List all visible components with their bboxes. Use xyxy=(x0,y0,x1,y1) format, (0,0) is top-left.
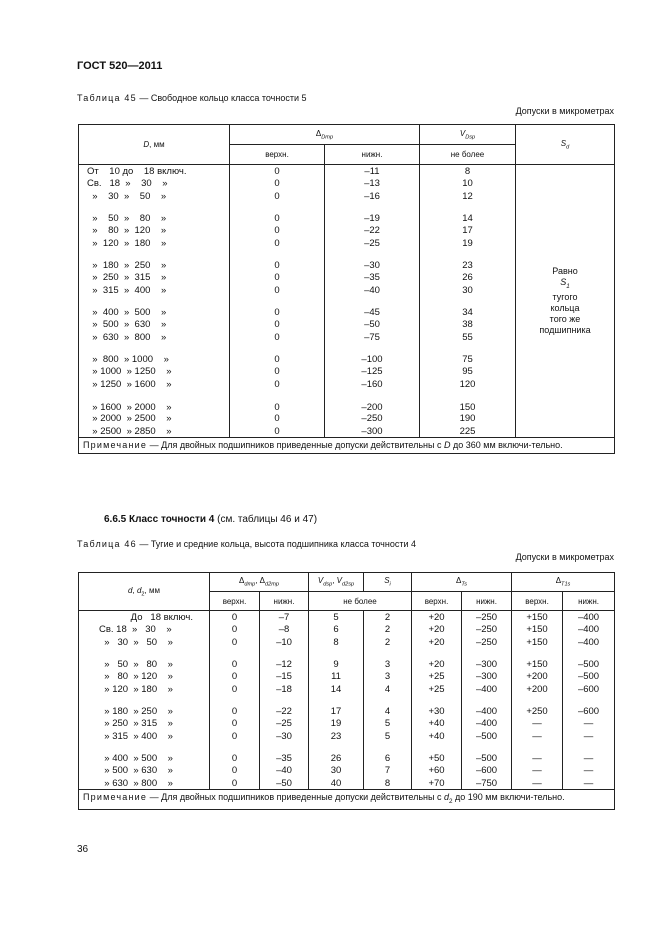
t46-cell-dts-lower: –400 xyxy=(462,717,512,730)
t45-cell-vdsp: 26 xyxy=(420,271,516,284)
t46-cell-dt1s-lower: –500 xyxy=(563,649,615,671)
t46-cell-dts-upper: +20 xyxy=(412,611,462,624)
t46-row xyxy=(79,611,615,624)
t46-cell-dt1s-lower: –600 xyxy=(563,683,615,696)
document-header: ГОСТ 520—2011 xyxy=(77,60,163,72)
t46-cell-vdsp: 14 xyxy=(309,683,364,696)
t45-cell-vdsp: 23 xyxy=(420,250,516,272)
t46-cell-dt1s-upper: +150 xyxy=(512,649,563,671)
t45-cell-upper: 0 xyxy=(230,331,325,344)
t45-cell-lower: –300 xyxy=(325,425,420,438)
t46-cell-dt1s-lower: –600 xyxy=(563,696,615,718)
t45-cell-vdsp: 30 xyxy=(420,284,516,297)
t46-cell-dt1s-upper: — xyxy=(512,743,563,765)
t45-cell-vdsp: 17 xyxy=(420,224,516,237)
t46-head-lower-2: нижн. xyxy=(462,592,512,611)
table46-units: Допуски в микрометрах xyxy=(515,552,614,562)
t46-cell-dts-upper: +50 xyxy=(412,743,462,765)
t46-row xyxy=(79,696,615,718)
t46-cell-upper: 0 xyxy=(210,743,260,765)
t46-head-vdsp: $V_{dsp}$, $V_{d2sp}$ xyxy=(309,573,364,592)
t45-cell-vdsp: 120 xyxy=(420,378,516,391)
t46-head-dt1s: $\Delta_{T1s}$ xyxy=(512,573,615,592)
t46-cell-vdsp: 23 xyxy=(309,730,364,743)
t46-cell-upper: 0 xyxy=(210,636,260,649)
t45-cell-lower: –19 xyxy=(325,203,420,225)
table45-caption-text: — Свободное кольцо класса точности 5 xyxy=(136,93,307,103)
t46-cell-vdsp: 8 xyxy=(309,636,364,649)
t46-cell-dts-upper: +60 xyxy=(412,764,462,777)
t45-head-sd: $S_d$ xyxy=(516,125,615,165)
t46-cell-si: 2 xyxy=(364,611,412,624)
t46-cell-dts-upper: +30 xyxy=(412,696,462,718)
t46-cell-d: » 30 » 50 » xyxy=(79,636,210,649)
t46-cell-si: 5 xyxy=(364,730,412,743)
t46-cell-lower: –35 xyxy=(260,743,309,765)
t46-head-d: d, $d_2$, мм xyxy=(79,573,210,611)
t45-cell-lower: –30 xyxy=(325,250,420,272)
t46-cell-upper: 0 xyxy=(210,777,260,790)
t45-cell-vdsp: 34 xyxy=(420,297,516,319)
t46-cell-dt1s-upper: +250 xyxy=(512,696,563,718)
t46-cell-si: 5 xyxy=(364,717,412,730)
t46-cell-lower: –7 xyxy=(260,611,309,624)
t45-cell-vdsp: 38 xyxy=(420,318,516,331)
table46-caption-text: — Тугие и средние кольца, высота подшипника класса точности 4 xyxy=(136,539,416,549)
t45-note-label: Примечание xyxy=(83,440,148,451)
t46-cell-dt1s-lower: –400 xyxy=(563,636,615,649)
table45-units: Допуски в микрометрах xyxy=(515,106,614,116)
t45-cell-d: » 800 » 1000 » xyxy=(79,344,230,366)
t46-row xyxy=(79,730,615,743)
t45-cell-d: » 400 » 500 » xyxy=(79,297,230,319)
table45 xyxy=(78,124,615,454)
t46-cell-dt1s-lower: — xyxy=(563,730,615,743)
t45-cell-lower: –75 xyxy=(325,331,420,344)
t46-cell-upper: 0 xyxy=(210,730,260,743)
t45-cell-upper: 0 xyxy=(230,344,325,366)
t46-cell-si: 6 xyxy=(364,743,412,765)
t45-cell-vdsp: 55 xyxy=(420,331,516,344)
t45-cell-lower: –13 xyxy=(325,177,420,190)
t45-cell-upper: 0 xyxy=(230,190,325,203)
t45-cell-d: » 250 » 315 » xyxy=(79,271,230,284)
t46-cell-si: 8 xyxy=(364,777,412,790)
t46-cell-si: 2 xyxy=(364,623,412,636)
t45-cell-lower: –200 xyxy=(325,391,420,413)
t45-cell-upper: 0 xyxy=(230,297,325,319)
t46-head-si: $S_i$ xyxy=(364,573,412,592)
t45-cell-d: » 2500 » 2850 » xyxy=(79,425,230,438)
t46-note-label: Примечание xyxy=(83,792,148,803)
t46-cell-dts-lower: –300 xyxy=(462,670,512,683)
t46-head-no-more: не более xyxy=(309,592,412,611)
t45-head-delta: $\Delta_{Dmp}$ xyxy=(230,125,420,145)
t46-cell-dts-upper: +20 xyxy=(412,636,462,649)
t46-cell-lower: –22 xyxy=(260,696,309,718)
t46-cell-upper: 0 xyxy=(210,623,260,636)
t45-cell-vdsp: 14 xyxy=(420,203,516,225)
t45-merged-line: подшипника xyxy=(539,325,591,336)
t45-cell-lower: –160 xyxy=(325,378,420,391)
table46-caption xyxy=(77,539,416,549)
t45-cell-vdsp: 95 xyxy=(420,365,516,378)
t46-cell-si: 3 xyxy=(364,649,412,671)
t45-cell-d: » 1250 » 1600 » xyxy=(79,378,230,391)
t46-cell-lower: –12 xyxy=(260,649,309,671)
t46-cell-dt1s-upper: — xyxy=(512,717,563,730)
t46-row xyxy=(79,764,615,777)
t45-cell-d: » 630 » 800 » xyxy=(79,331,230,344)
t46-head-upper-3: верхн. xyxy=(512,592,563,611)
t45-cell-lower: –22 xyxy=(325,224,420,237)
t45-cell-upper: 0 xyxy=(230,318,325,331)
t45-cell-lower: –35 xyxy=(325,271,420,284)
t45-cell-vdsp: 75 xyxy=(420,344,516,366)
t45-cell-upper: 0 xyxy=(230,224,325,237)
t46-cell-dts-lower: –250 xyxy=(462,623,512,636)
t46-cell-si: 4 xyxy=(364,696,412,718)
t46-cell-dts-lower: –500 xyxy=(462,743,512,765)
t46-cell-upper: 0 xyxy=(210,717,260,730)
table46 xyxy=(78,572,615,810)
t45-merged-line: $S_1$ xyxy=(560,277,570,291)
t45-cell-d: » 2000 » 2500 » xyxy=(79,413,230,426)
t46-head-lower-3: нижн. xyxy=(563,592,615,611)
t46-cell-dt1s-upper: — xyxy=(512,764,563,777)
section-heading xyxy=(104,514,317,525)
t46-cell-dt1s-upper: — xyxy=(512,777,563,790)
t46-head-delta: $\Delta_{dmp}$, $\Delta_{d2mp}$ xyxy=(210,573,309,592)
t45-cell-d: От 10 до 18 включ. xyxy=(79,165,230,178)
t45-cell-upper: 0 xyxy=(230,165,325,178)
t45-cell-lower: –50 xyxy=(325,318,420,331)
t45-cell-lower: –16 xyxy=(325,190,420,203)
t45-cell-vdsp: 19 xyxy=(420,237,516,250)
t45-cell-vdsp: 8 xyxy=(420,165,516,178)
t46-cell-vdsp: 11 xyxy=(309,670,364,683)
t45-note-text: — Для двойных подшипников приведенные допуски действительны с D до 360 мм включи-тельно. xyxy=(147,440,563,451)
t45-merged-line: тугого xyxy=(552,292,578,303)
t46-cell-d: » 400 » 500 » xyxy=(79,743,210,765)
t46-head-dts: $\Delta_{Ts}$ xyxy=(412,573,512,592)
t45-cell-upper: 0 xyxy=(230,177,325,190)
t46-cell-dt1s-upper: +150 xyxy=(512,611,563,624)
t45-cell-d: » 80 » 120 » xyxy=(79,224,230,237)
t45-cell-lower: –11 xyxy=(325,165,420,178)
t45-cell-lower: –45 xyxy=(325,297,420,319)
t46-cell-dts-lower: –250 xyxy=(462,611,512,624)
t46-note xyxy=(79,790,615,810)
t46-cell-vdsp: 40 xyxy=(309,777,364,790)
t45-note xyxy=(79,438,615,454)
t45-cell-upper: 0 xyxy=(230,391,325,413)
t46-cell-dts-upper: +20 xyxy=(412,623,462,636)
t46-cell-dts-upper: +40 xyxy=(412,730,462,743)
t46-cell-d: » 50 » 80 » xyxy=(79,649,210,671)
t46-row xyxy=(79,649,615,671)
t45-cell-lower: –250 xyxy=(325,413,420,426)
t45-cell-d: » 120 » 180 » xyxy=(79,237,230,250)
t46-cell-dts-lower: –400 xyxy=(462,696,512,718)
t46-cell-dts-lower: –500 xyxy=(462,730,512,743)
t45-cell-lower: –40 xyxy=(325,284,420,297)
t46-cell-dts-lower: –750 xyxy=(462,777,512,790)
t45-cell-d: » 500 » 630 » xyxy=(79,318,230,331)
t46-cell-vdsp: 19 xyxy=(309,717,364,730)
t46-cell-dts-lower: –400 xyxy=(462,683,512,696)
t45-merged-sd-cell xyxy=(516,165,615,438)
t46-cell-lower: –8 xyxy=(260,623,309,636)
t45-cell-upper: 0 xyxy=(230,237,325,250)
t46-cell-dt1s-upper: +200 xyxy=(512,670,563,683)
t45-cell-upper: 0 xyxy=(230,413,325,426)
t46-head-lower-1: нижн. xyxy=(260,592,309,611)
t45-cell-vdsp: 10 xyxy=(420,177,516,190)
t46-cell-d: » 630 » 800 » xyxy=(79,777,210,790)
t46-cell-vdsp: 5 xyxy=(309,611,364,624)
t46-cell-d: » 500 » 630 » xyxy=(79,764,210,777)
t45-cell-d: » 30 » 50 » xyxy=(79,190,230,203)
table46-caption-label: Таблица 46 xyxy=(77,539,137,549)
t46-row xyxy=(79,623,615,636)
t46-row xyxy=(79,683,615,696)
t46-cell-dt1s-upper: +150 xyxy=(512,636,563,649)
t46-cell-si: 7 xyxy=(364,764,412,777)
t45-cell-d: » 1000 » 1250 » xyxy=(79,365,230,378)
t46-cell-upper: 0 xyxy=(210,696,260,718)
t45-head-upper: верхн. xyxy=(230,145,325,165)
t46-cell-si: 2 xyxy=(364,636,412,649)
t45-cell-upper: 0 xyxy=(230,284,325,297)
t46-row xyxy=(79,636,615,649)
t46-cell-dts-upper: +20 xyxy=(412,649,462,671)
t45-cell-d: » 180 » 250 » xyxy=(79,250,230,272)
t46-cell-vdsp: 26 xyxy=(309,743,364,765)
t46-cell-upper: 0 xyxy=(210,611,260,624)
t45-cell-d: Св. 18 » 30 » xyxy=(79,177,230,190)
t45-cell-d: » 315 » 400 » xyxy=(79,284,230,297)
t46-cell-vdsp: 30 xyxy=(309,764,364,777)
t46-cell-d: » 250 » 315 » xyxy=(79,717,210,730)
section-number: 6.6.5 xyxy=(104,514,127,525)
t46-head-upper-2: верхн. xyxy=(412,592,462,611)
t46-cell-dt1s-upper: +150 xyxy=(512,623,563,636)
t46-cell-d: До 18 включ. xyxy=(79,611,210,624)
t46-cell-lower: –30 xyxy=(260,730,309,743)
t45-merged-line: того же xyxy=(549,314,581,325)
t46-cell-upper: 0 xyxy=(210,683,260,696)
t46-cell-dts-lower: –250 xyxy=(462,636,512,649)
t46-cell-dts-upper: +25 xyxy=(412,683,462,696)
t46-cell-dt1s-lower: –500 xyxy=(563,670,615,683)
t46-row xyxy=(79,777,615,790)
t45-cell-upper: 0 xyxy=(230,365,325,378)
section-title: Класс точности 4 xyxy=(129,514,215,525)
t46-cell-lower: –18 xyxy=(260,683,309,696)
t46-cell-vdsp: 6 xyxy=(309,623,364,636)
t46-cell-dt1s-upper: — xyxy=(512,730,563,743)
t46-cell-lower: –50 xyxy=(260,777,309,790)
t46-cell-si: 3 xyxy=(364,670,412,683)
t46-cell-dt1s-lower: — xyxy=(563,764,615,777)
t45-cell-lower: –25 xyxy=(325,237,420,250)
t45-row xyxy=(79,165,615,178)
t45-cell-upper: 0 xyxy=(230,203,325,225)
t46-cell-dt1s-lower: –400 xyxy=(563,611,615,624)
table45-caption-label: Таблица 45 xyxy=(77,93,137,103)
t46-cell-vdsp: 17 xyxy=(309,696,364,718)
t45-merged-line: кольца xyxy=(550,303,580,314)
t45-cell-lower: –125 xyxy=(325,365,420,378)
t45-head-vdsp: $V_{Dsp}$ xyxy=(420,125,516,145)
t46-cell-lower: –15 xyxy=(260,670,309,683)
t45-head-d: D, мм xyxy=(79,125,230,165)
t45-head-lower: нижн. xyxy=(325,145,420,165)
t46-cell-dt1s-lower: –400 xyxy=(563,623,615,636)
t46-cell-upper: 0 xyxy=(210,670,260,683)
t45-cell-vdsp: 12 xyxy=(420,190,516,203)
t46-cell-dt1s-lower: — xyxy=(563,777,615,790)
t46-cell-si: 4 xyxy=(364,683,412,696)
t46-cell-d: » 180 » 250 » xyxy=(79,696,210,718)
t46-cell-lower: –25 xyxy=(260,717,309,730)
t46-cell-d: Св. 18 » 30 » xyxy=(79,623,210,636)
t46-cell-dts-lower: –600 xyxy=(462,764,512,777)
t46-cell-dts-upper: +25 xyxy=(412,670,462,683)
table45-caption xyxy=(77,93,307,103)
t46-cell-upper: 0 xyxy=(210,649,260,671)
t45-head-no-more: не более xyxy=(420,145,516,165)
t46-row xyxy=(79,743,615,765)
t45-cell-d: » 50 » 80 » xyxy=(79,203,230,225)
t46-cell-lower: –10 xyxy=(260,636,309,649)
t45-cell-vdsp: 150 xyxy=(420,391,516,413)
t46-note-text: — Для двойных подшипников приведенные допуски действительны с $d_2$ до 190 мм включи-тельно. xyxy=(147,792,565,806)
t45-cell-d: » 1600 » 2000 » xyxy=(79,391,230,413)
t45-cell-vdsp: 190 xyxy=(420,413,516,426)
t46-head-upper-1: верхн. xyxy=(210,592,260,611)
t46-row xyxy=(79,717,615,730)
t46-row xyxy=(79,670,615,683)
t46-cell-lower: –40 xyxy=(260,764,309,777)
t46-cell-dts-lower: –300 xyxy=(462,649,512,671)
page-number: 36 xyxy=(77,844,89,855)
t46-cell-upper: 0 xyxy=(210,764,260,777)
t46-cell-d: » 80 » 120 » xyxy=(79,670,210,683)
t45-cell-upper: 0 xyxy=(230,250,325,272)
t46-cell-d: » 315 » 400 » xyxy=(79,730,210,743)
t45-cell-upper: 0 xyxy=(230,378,325,391)
t46-cell-vdsp: 9 xyxy=(309,649,364,671)
t45-cell-upper: 0 xyxy=(230,271,325,284)
t45-cell-lower: –100 xyxy=(325,344,420,366)
t46-cell-dts-upper: +70 xyxy=(412,777,462,790)
section-ref: (см. таблицы 46 и 47) xyxy=(214,514,318,525)
t45-cell-upper: 0 xyxy=(230,425,325,438)
t46-cell-dt1s-lower: — xyxy=(563,717,615,730)
t46-cell-dt1s-upper: +200 xyxy=(512,683,563,696)
t46-cell-dt1s-lower: — xyxy=(563,743,615,765)
t45-cell-vdsp: 225 xyxy=(420,425,516,438)
t46-cell-d: » 120 » 180 » xyxy=(79,683,210,696)
t46-cell-dts-upper: +40 xyxy=(412,717,462,730)
t45-merged-line: Равно xyxy=(552,266,578,277)
